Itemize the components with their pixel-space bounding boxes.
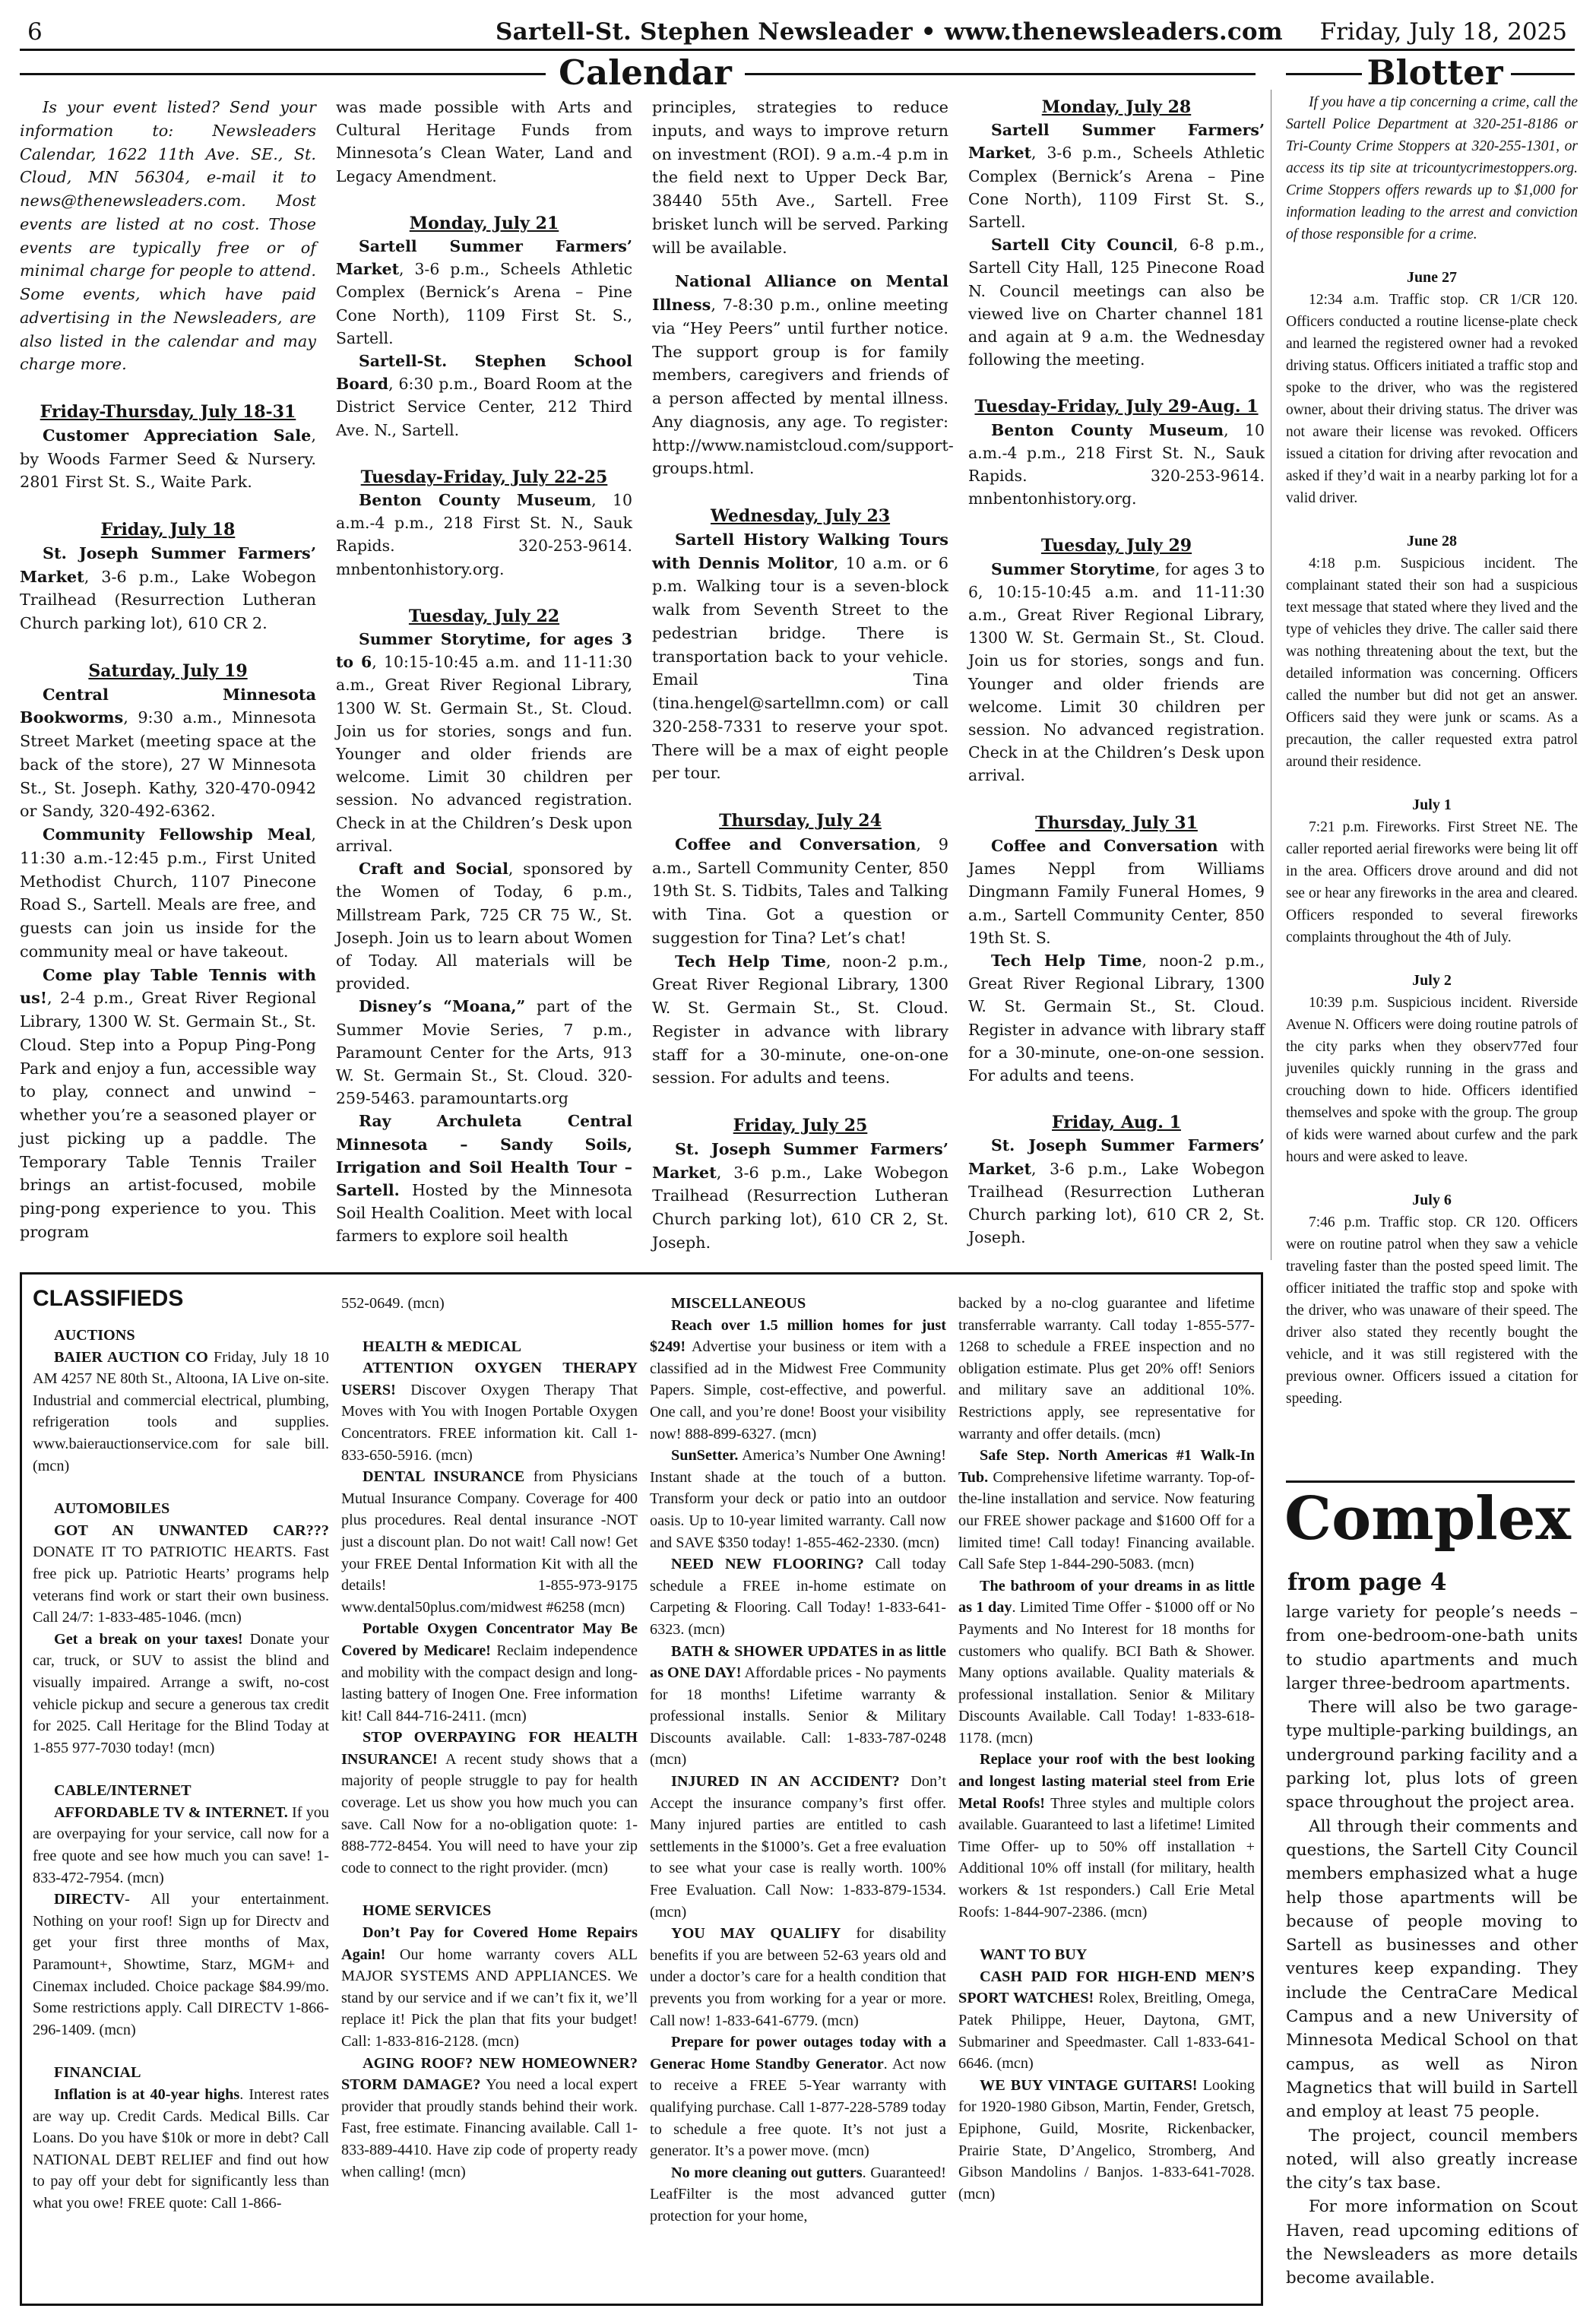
event-name: National Alliance on Mental Illness: [652, 271, 948, 314]
ad-text: from Physicians Mutual Insurance Company. Coverage for 400 plus procedures. Real dental insurance -NOT just a discount plan. Do not wait! Call now! Get your FREE Dental Information Kit with all the details! 1-855-973-9175 www.dental50plus.com/midwest #6258 (mcn): [341, 1468, 638, 1616]
ad-headline: ATTENTION OXYGEN THERAPY USERS!: [341, 1360, 638, 1398]
event-name: Sartell-St. Stephen School Board: [336, 352, 632, 394]
blotter-date: July 1: [1412, 796, 1452, 813]
classifieds-column-2: [341, 1293, 638, 2183]
ad-text: If you are overpaying for your service, call now for a free quote and see how much you can save! 1-833-472-7954. (mcn): [33, 1803, 329, 1886]
event-details: part of the Summer Movie Series, 7 p.m., Paramount Center for the Arts, 913 W. St. Germain St., St. Cloud. 320-259-5463. paramountarts.org: [336, 997, 632, 1108]
calendar-column-1: [20, 96, 316, 1244]
blotter-date: June 28: [1406, 533, 1458, 549]
classified-ad: [341, 1922, 638, 2053]
event-name: Coffee and Conversation: [991, 836, 1218, 855]
ad-headline: SunSetter.: [671, 1447, 739, 1465]
ad-headline: STOP OVERPAYING FOR HEALTH INSURANCE!: [341, 1729, 638, 1768]
ad-text: You need a local expert provider that proudly stands behind their work. Fast, free estimate. Financing available. Call 1-833-889-4410. Have zip code of property ready when calling! (mcn): [341, 2076, 638, 2180]
calendar-spacer: [652, 259, 948, 270]
ad-headline: Safe Step. North Americas #1 Walk-In Tub.: [958, 1447, 1255, 1486]
ad-text: Donate your car, truck, or SUV to assist the blind and visually impaired. Arrange a swift, no-cost vehicle pickup and secure a generous tax credit for 2025. Call Heritage for the Blind Today at 1-855 977-7030 today! (mcn): [33, 1630, 329, 1756]
ad-text: for disability benefits if you are between 52-63 years old and under a doctor’s care for a health condition that prevents you from working for a year or more. Call now! 1-833-641-6779. (mcn): [650, 1925, 946, 2029]
calendar-event: [336, 995, 632, 1110]
calendar-event: [20, 683, 316, 824]
blotter-entry: 7:46 p.m. Traffic stop. CR 120. Officers were on routine patrol when they saw a vehicle traveling faster than the posted speed limit. The officer initiated the traffic stop and spoke with the driver, who was unaware of their speed. The driver also stated they recently bought the vehicle, and it was still registered with the previous owner. Officers issued a citation for speeding.: [1286, 1214, 1578, 1407]
event-details: , 3-6 p.m., Scheels Athletic Complex (Bernick’s Arena – Pine Cone North), 1109 First St. S., Sartell.: [336, 260, 632, 347]
calendar-event: [20, 542, 316, 635]
event-name: Sartell Summer Farmers’ Market: [336, 237, 632, 279]
event-name: Disney’s “Moana,”: [359, 997, 526, 1016]
ad-headline: DENTAL INSURANCE: [363, 1468, 525, 1486]
calendar-event: [336, 350, 632, 442]
ad-text: Three styles and multiple colors available. Guaranteed to last a lifetime! Limited Time Offer- up to 50% off installation + Additional 10% off install (for military, health workers & 1st responders.) Call Erie Metal Roofs: 1-844-907-2386. (mcn): [958, 1794, 1255, 1921]
ad-text: Friday, July 18 10 AM 4257 NE 80th St., Altoona, IA Live on-site. Industrial and commercial electrical, plumbing, refrigeration tools and supplies. www.baierauctionservice.com for sale bill. (mcn): [33, 1348, 329, 1474]
blotter-date: June 27: [1406, 269, 1458, 286]
classified-ad: [650, 1641, 946, 1772]
classified-ad: [341, 1727, 638, 1879]
ad-headline: DIRECTV: [54, 1891, 125, 1908]
calendar-date-heading: Monday, July 28: [1041, 97, 1192, 117]
event-name: Customer Appreciation Sale: [43, 425, 312, 445]
calendar-date-heading: Friday, July 25: [733, 1116, 868, 1135]
ad-text: A recent study shows that a majority of people struggle to pay for health coverage. Let us show you how much you can save. Call Now for a no-obligation quote: 1-888-772-8454. You will need to have your zip code to connect to the right provider. (mcn): [341, 1750, 638, 1876]
calendar-event: [968, 949, 1265, 1087]
page-number: 6: [27, 18, 43, 46]
ad-headline: NEED NEW FLOORING?: [671, 1556, 864, 1573]
blotter-title: Blotter: [1366, 52, 1503, 93]
classified-category: MISCELLANEOUS: [671, 1295, 806, 1312]
calendar-date-heading: Saturday, July 19: [88, 660, 248, 681]
classified-ad: [650, 1771, 946, 1923]
ad-text: . Act now to receive a FREE 5-Year warranty with qualifying purchase. Call 1-877-228-5789 today to schedule a free quote. It’s not just a generator. It’s a power move. (mcn): [650, 2055, 946, 2160]
calendar-event: [336, 489, 632, 581]
event-name: St. Joseph Summer Farmers’ Market: [652, 1138, 948, 1182]
event-details: , 3-6 p.m., Scheels Athletic Complex (Bernick’s Arena – Pine Cone North), 1109 First St. S., Sartell.: [968, 144, 1265, 232]
event-name: Community Fellowship Meal: [43, 825, 312, 844]
event-details: , noon-2 p.m., Great River Regional Library, 1300 W. St. Germain St., St. Cloud. Register in advance with library staff for a 30-minute, one-on-one session. For adults and teens.: [652, 952, 948, 1088]
classified-category: CABLE/INTERNET: [54, 1782, 192, 1800]
event-details: , 10 a.m. or 6 p.m. Walking tour is a seven-block walk from Seventh Street to the pedestrian bridge. There is transportation back to your vehicle. Email Tina (tina.hengel@sartellmn.com) or call 320-258-7331 to reserve your spot. There will be a max of eight people per tour.: [652, 553, 948, 783]
calendar-event: [652, 270, 954, 480]
event-name: Tech Help Time: [675, 951, 826, 971]
ad-text: . Interest rates are way up. Credit Cards. Medical Bills. Car Loans. Do you have $10k or more in debt? Call NATIONAL DEBT RELIEF and find out how to pay off your debt for significantly less than what you owe! FREE quote: Call 1-866-: [33, 2086, 329, 2212]
classified-ad: [341, 1466, 638, 1618]
blotter-entry: 7:21 p.m. Fireworks. First Street NE. The caller reported aerial fireworks were being lit off in the area. Officers drove around and did not see or hear any fireworks in the area and cleared. Officers responded to several fireworks complaints throughout the 4th of July.: [1286, 819, 1578, 945]
complex-jump-line: from page 4: [1287, 1569, 1447, 1596]
classified-ad: [650, 2031, 946, 2162]
calendar-date-heading: Tuesday-Friday, July 29-Aug. 1: [974, 397, 1259, 417]
complex-paragraph: All through their comments and questions, the Sartell City Council members emphasized what a huge help those apartments will be because of people moving to Sartell as businesses and other ventures keep expanding. They include the CentraCare Medical Campus and a new University of Minnesota Medical School on that campus, as well as Niron Magnetics that will build in Sartell and employ at least 75 people.: [1286, 1816, 1578, 2122]
event-details: , noon-2 p.m., Great River Regional Library, 1300 W. St. Germain St., St. Cloud. Register in advance with library staff for a 30-minute, one-on-one session. For adults and teens.: [968, 951, 1265, 1085]
event-name: Sartell Summer Farmers’ Market: [968, 121, 1265, 163]
calendar-event: [652, 833, 948, 950]
calendar-event: [652, 1138, 948, 1255]
calendar-rule-right: [745, 73, 1256, 75]
calendar-event: [20, 823, 316, 964]
event-details: with James Neppl from Williams Dingmann Family Funeral Homes, 9 a.m., Sartell Community Center, 850 19th St. S.: [968, 836, 1265, 947]
classified-ad: [958, 1966, 1255, 2075]
ad-text: . Limited Time Offer - $1000 off or No Payments and No Interest for 18 months for customers who qualify. BCI Bath & Shower. Many options available. Quality materials & professional installation. Senior & Military Discounts Available. Call Today! 1-833-618-1178. (mcn): [958, 1599, 1255, 1746]
calendar-event: [336, 857, 632, 995]
calendar-date-heading: Friday, July 18: [100, 520, 236, 540]
blotter-date: July 6: [1412, 1192, 1452, 1208]
classified-continued-text: 552-0649. (mcn): [341, 1295, 445, 1312]
ad-headline: No more cleaning out gutters: [671, 2164, 863, 2181]
blotter-rule-right: [1511, 73, 1575, 75]
event-details: , 3-6 p.m., Lake Wobegon Trailhead (Resurrection Lutheran Church parking lot), 610 CR 2, St. Joseph.: [968, 1159, 1265, 1247]
ad-text: Our home warranty covers ALL MAJOR SYSTEMS AND APPLIANCES. We stand by our service and if we can’t fix it, we’ll replace it! Pick the plan that fits your budget! Call: 1-833-816-2128. (mcn): [341, 1946, 638, 2050]
issue-date: Friday, July 18, 2025: [1319, 18, 1567, 46]
complex-paragraph: The project, council members noted, will also greatly increase the city’s tax base.: [1286, 2126, 1578, 2193]
calendar-event: [968, 119, 1265, 233]
classified-category: HOME SERVICES: [363, 1902, 492, 1920]
classified-ad: [958, 1575, 1255, 1750]
classified-category: WANT TO BUY: [980, 1946, 1088, 1964]
ad-text: Don’t Accept the insurance company’s first offer. Many injured parties are entitled to cash settlements in the $1000’s. Get a free evaluation to see what your case is really worth. 100% Free Evaluation. Call Now: 1-833-879-1534. (mcn): [650, 1773, 947, 1921]
classified-ad: [33, 1520, 329, 1629]
ad-text: - All your entertainment. Nothing on your roof! Sign up for Directv and get your first three months of Max, Paramount+, Showtime, Starz, MGM+ and Cinemax included. Choice package $84.99/mo. Some restrictions apply. Call DIRECTV 1-866-296-1409. (mcn): [33, 1891, 329, 2038]
calendar-event: [968, 419, 1265, 511]
ad-text: Reclaim independence and mobility with the compact design and long-lasting battery of Inogen One. Free information kit! Call 844-716-2411. (mcn): [341, 1642, 638, 1724]
classified-ad: [33, 2084, 329, 2215]
ad-headline: BATH & SHOWER UPDATES in as little as ONE DAY!: [650, 1642, 946, 1682]
page-header: [21, 15, 1575, 49]
blotter-column: [1286, 91, 1578, 1410]
event-details: , 6:30 p.m., Board Room at the District Service Center, 212 Third Ave. N., Sartell.: [336, 375, 632, 439]
ad-text: Looking for 1920-1980 Gibson, Martin, Fender, Gretsch, Epiphone, Guild, Mosrite, Rickenbacker, Prairie State, D’Angelico, Stromberg, And Gibson Mandolins / Banjos. 1-833-641-7028. (mcn): [958, 2076, 1255, 2202]
calendar-title: Calendar: [559, 52, 732, 93]
classified-category: AUCTIONS: [54, 1327, 135, 1344]
ad-text: DONATE IT TO PATRIOTIC HEARTS. Fast free pick up. Patriotic Hearts’ programs help veterans find work or start their own business. Call 24/7: 1-833-485-1046. (mcn): [33, 1544, 329, 1626]
calendar-intro: Is your event listed? Send your information to: Newsleaders Calendar, 1622 11th Ave. SE., St. Cloud, MN 56304, e-mail it to news@thenewsleaders.com. Most events are listed at no cost. Those events are typically free or of minimal charge for people to attend. Some events, which have paid advertising in the Newsleaders, are also listed in the calendar and may charge more.: [20, 98, 316, 374]
classified-ad: [33, 1347, 329, 1477]
calendar-date-heading: Thursday, July 31: [1035, 812, 1198, 833]
complex-paragraph: large variety for people’s needs – from one-bedroom-one-bath units to studio apartments and much larger three-bedroom apartments.: [1286, 1603, 1578, 1693]
calendar-event: [652, 528, 948, 785]
classified-ad: [650, 1315, 946, 1446]
calendar-continued-text: was made possible with Arts and Cultural Heritage Funds from Minnesota’s Clean Water, Land and Legacy Amendment.: [336, 98, 632, 185]
calendar-date-heading: Wednesday, July 23: [710, 506, 891, 526]
event-details: , 10 a.m.-4 p.m., 218 First St. N., Sauk Rapids. 320-253-9614. mnbentonhistory.org.: [968, 420, 1265, 508]
ad-headline: Replace your roof with the best looking and longest lasting material steel from Erie Metal Roofs!: [958, 1751, 1255, 1812]
ad-headline: WE BUY VINTAGE GUITARS!: [980, 2076, 1198, 2094]
blotter-rule-left: [1286, 73, 1362, 75]
complex-headline: Complex: [1284, 1484, 1571, 1553]
event-details: , by Woods Farmer Seed & Nursery. 2801 First St. S., Waite Park.: [20, 426, 316, 492]
classified-ad: [650, 1445, 946, 1553]
calendar-date-heading: Friday-Thursday, July 18-31: [40, 402, 296, 422]
event-name: St. Joseph Summer Farmers’ Market: [968, 1136, 1265, 1178]
event-name: Tech Help Time: [991, 951, 1142, 970]
event-details: , 2-4 p.m., Great River Regional Library, 1300 W. St. Germain St., St. Cloud. Step into a Popup Ping-Pong Park and enjoy a fun, accessible way to play, connect and unwind – whether you’re a seasoned player or just picking up a paddle. The Temporary Table Tennis Trailer brings an artist-focused, mobile ping-pong experience to you. This program: [20, 989, 316, 1241]
event-details: , for ages 3 to 6, 10:15-10:45 a.m. and 11-11:30 a.m., Great River Regional Library, 1300 W. St. Germain St., St. Cloud. Join us for stories, songs and fun. Younger and older friends are welcome. Limit 30 children per session. No advanced registration. Check in at the Children’s Desk upon arrival.: [968, 559, 1265, 785]
calendar-event: [968, 233, 1265, 371]
calendar-event: [336, 235, 632, 350]
event-details: Hosted by the Minnesota Soil Health Coalition. Meet with local farmers to explore soil health: [336, 1180, 632, 1246]
event-details: , 11:30 a.m.-12:45 p.m., First United Methodist Church, 1107 Pinecone Road S., Sartell. Meals are free, and guests can join us inside for the community meal or have takeout.: [20, 825, 316, 961]
calendar-date-heading: Tuesday, July 22: [408, 606, 560, 626]
calendar-event: [20, 964, 316, 1244]
ad-headline: Portable Oxygen Concentrator May Be Covered by Medicare!: [341, 1620, 638, 1659]
calendar-event: [336, 628, 632, 857]
ad-headline: YOU MAY QUALIFY: [671, 1925, 841, 1943]
calendar-date-heading: Friday, Aug. 1: [1052, 1113, 1181, 1133]
event-details: , sponsored by the Women of Today, 6 p.m., Millstream Park, 725 CR 75 W., St. Joseph. Join us to learn about Women of Today. All materials will be provided.: [336, 860, 632, 993]
event-name: Sartell City Council: [991, 236, 1173, 255]
event-name: Coffee and Conversation: [675, 834, 917, 853]
classified-ad: [33, 1889, 329, 2041]
ad-headline: Reach over 1.5 million homes for just $249!: [650, 1316, 946, 1356]
calendar-event: [336, 1110, 632, 1247]
calendar-date-heading: Tuesday, July 29: [1040, 536, 1192, 556]
classifieds-box: [20, 1272, 1263, 2306]
ad-text: Comprehensive lifetime warranty. Top-of-the-line installation and service. Now featuring our FREE shower package and $1600 Off for a limited time! Call today! Financing available. Call Safe Step 1-844-290-5083. (mcn): [958, 1468, 1255, 1573]
event-details: , 9:30 a.m., Minnesota Street Market (meeting space at the back of the store), 27 W Minnesota St., St. Joseph. Kathy, 320-470-0942 or Sandy, 320-492-6362.: [20, 708, 316, 821]
ad-headline: CASH PAID FOR HIGH-END MEN’S SPORT WATCHES!: [958, 1968, 1255, 2007]
blotter-entry: 12:34 a.m. Traffic stop. CR 1/CR 120. Officers conducted a routine license-plate check and learned the registered owner had a revoked driving status. Officers initiated a traffic stop and spoke to the driver, who was the registered owner, about their driving status. The driver was not aware their license was revoked. Officers issued a citation for driving after revocation and asked if they’d wait in a nearby parking lot for a valid driver.: [1286, 292, 1578, 506]
classified-ad: [33, 1802, 329, 1889]
classified-category: FINANCIAL: [54, 2064, 141, 2082]
ad-headline: The bathroom of your dreams in as little as 1 day: [958, 1577, 1255, 1617]
classifieds-title: CLASSIFIEDS: [33, 1286, 184, 1311]
event-details: , 9 a.m., Sartell Community Center, 850 19th St. S. Tidbits, Tales and Talking with Tina. Got a question or suggestion for Tina? Let’s chat!: [652, 834, 948, 947]
event-details: , 7-8:30 p.m., online meeting via “Hey Peers” until further notice. The support group is for family members, caregivers and friends of a person affected by mental illness. Any diagnosis, any age. To register: http://www.namistcloud.com/support-groups.html.: [652, 296, 954, 478]
event-name: Ray Archuleta Central Minnesota – Sandy Soils, Irrigation and Soil Health Tour – Sartell.: [336, 1112, 632, 1199]
calendar-continued-text: principles, strategies to reduce inputs, and ways to improve return on investment (ROI). 9 a.m.-4 p.m in the field next to Upper Deck Bar, 38440 55th Ave., Sartell. Free brisket lunch will be served. Parking will be available.: [652, 98, 948, 257]
classified-ad: [958, 1445, 1255, 1575]
classified-category: AUTOMOBILES: [54, 1500, 170, 1518]
classified-ad: [341, 1618, 638, 1727]
classified-ad: [958, 2075, 1255, 2206]
calendar-column-4: [968, 96, 1265, 1249]
event-details: , 6-8 p.m., Sartell City Hall, 125 Pinecone Road N. Council meetings can also be viewed live on Charter channel 181 and again at 9 a.m. the Wednesday following the meeting.: [968, 236, 1265, 369]
blotter-entry: 4:18 p.m. Suspicious incident. The complainant stated their son had a suspicious text message that stated where they lived and the type of vehicles they drive. The caller said there was nothing threatening about the text, but the detailed information was concerning. Officers called the number but did not get an answer. Officers said they were junk or scams. As a precaution, the caller requested extra patrol around their residence.: [1286, 556, 1578, 770]
ad-text: . Guaranteed! LeafFilter is the most advanced gutter protection for your home,: [650, 2164, 946, 2225]
event-name: Summer Storytime, for ages 3 to 6: [336, 630, 632, 672]
event-name: Benton County Museum: [359, 491, 592, 510]
calendar-column-3: [652, 96, 954, 1255]
event-name: Summer Storytime: [991, 559, 1155, 578]
complex-body: [1286, 1601, 1578, 2291]
classifieds-column-4: [958, 1293, 1255, 2205]
ad-headline: Don’t Pay for Covered Home Repairs Again!: [341, 1924, 638, 1963]
classified-ad: [341, 2053, 638, 2183]
event-name: St. Joseph Summer Farmers’ Market: [20, 543, 316, 586]
calendar-event: [968, 558, 1265, 787]
calendar-event: [20, 424, 316, 494]
blotter-date: July 2: [1412, 972, 1452, 989]
event-details: , 10 a.m.-4 p.m., 218 First St. N., Sauk Rapids. 320-253-9614. mnbentonhistory.org.: [336, 491, 632, 578]
calendar-event: [968, 1134, 1265, 1249]
event-details: , 3-6 p.m., Lake Wobegon Trailhead (Resurrection Lutheran Church parking lot), 610 CR 2.: [20, 567, 316, 632]
ad-headline: Prepare for power outages today with a Generac Home Standby Generator: [650, 2034, 946, 2073]
ad-text: America’s Number One Awning! Instant shade at the touch of a button. Transform your deck or patio into an outdoor oasis. Up to 10-year limited warranty. Call now and SAVE $350 today! 1-855-462-2330. (mcn): [650, 1447, 946, 1551]
classified-ad: [958, 1749, 1255, 1923]
ad-headline: Get a break on your taxes!: [54, 1630, 243, 1648]
calendar-date-heading: Thursday, July 24: [719, 811, 882, 831]
ad-headline: AFFORDABLE TV & INTERNET.: [54, 1803, 288, 1821]
ad-text: Discover Oxygen Therapy That Moves with You with Inogen Portable Oxygen Concentrators. FREE information kit. Call 1-833-650-5916. (mcn): [341, 1381, 638, 1464]
ad-text: Rolex, Breitling, Omega, Patek Philippe, Heuer, Daytona, GMT, Submariner and Speedmaster. Call 1-833-641-6646. (mcn): [958, 1990, 1255, 2073]
classified-continued-text: backed by a no-clog guarantee and lifetime transferrable warranty. Call today 1-855-577-1268 to schedule a FREE inspection and no obligation estimate. Plus get 20% off! Seniors and military save an additional 10%. Restrictions apply, see representative for warranty and offer details. (mcn): [958, 1295, 1255, 1442]
ad-text: Affordable prices - No payments for 18 months! Lifetime warranty & professional installs. Senior & Military Discounts available. Call: 1-833-787-0248 (mcn): [650, 1664, 946, 1769]
complex-paragraph: For more information on Scout Haven, read upcoming editions of the Newsleaders as more details become available.: [1286, 2197, 1578, 2288]
event-name: Benton County Museum: [991, 420, 1224, 439]
complex-paragraph: There will also be two garage-type multiple-parking buildings, an underground parking facility and a parking lot, plus lots of green space throughout the project area.: [1286, 1698, 1578, 1813]
classified-ad: [650, 2162, 946, 2228]
ad-headline: BAIER AUCTION CO: [54, 1348, 208, 1366]
classified-ad: [341, 1357, 638, 1466]
event-name: Central Minnesota Bookworms: [20, 684, 316, 727]
ad-text: Call today schedule a FREE in-home estimate on Carpeting & Flooring. Call Today! 1-833-641-6323. (mcn): [650, 1556, 946, 1638]
complex-rule: [1286, 1480, 1575, 1483]
event-name: Sartell History Walking Tours with Dennis Molitor: [652, 529, 948, 572]
classifieds-column-1: [33, 1284, 329, 2215]
ad-headline: Inflation is at 40-year highs: [54, 2086, 240, 2103]
event-name: Come play Table Tennis with us!: [20, 964, 316, 1008]
blotter-intro: If you have a tip concerning a crime, call the Sartell Police Department at 320-251-8186 or Tri-County Crime Stoppers at 320-255-1301, or access its tip site at tricountycrimestoppers.org. Crime Stoppers offers rewards up to $1,000 for information leading to the arrest and conviction of those responsible for a crime.: [1286, 94, 1578, 242]
calendar-rule-left: [20, 73, 546, 75]
calendar-date-heading: Tuesday-Friday, July 22-25: [360, 467, 608, 487]
event-details: , 10:15-10:45 a.m. and 11-11:30 a.m., Great River Regional Library, 1300 W. St. Germain St., St. Cloud. Join us for stories, songs and fun. Younger and older friends are welcome. Limit 30 children per session. No advanced registration. Check in at the Children’s Desk upon arrival.: [336, 653, 632, 855]
event-name: Craft and Social: [359, 860, 508, 879]
header-rule: [20, 49, 1575, 51]
masthead: Sartell-St. Stephen Newsleader • www.thenewsleaders.com: [496, 18, 1283, 46]
classifieds-column-3: [650, 1293, 946, 2228]
calendar-date-heading: Monday, July 21: [409, 213, 559, 233]
event-details: , 3-6 p.m., Lake Wobegon Trailhead (Resurrection Lutheran Church parking lot), 610 CR 2, St. Joseph.: [652, 1163, 948, 1252]
ad-headline: AGING ROOF? NEW HOMEOWNER? STORM DAMAGE?: [341, 2054, 638, 2094]
blotter-entry: 10:39 p.m. Suspicious incident. Riverside Avenue N. Officers were doing routine patrols of the city parks when they observ77ed four juveniles quickly running in the grass and crouching down to hide. Officers identified themselves and spoke with the group. The group of kids were warned about curfew and the park hours and were asked to leave.: [1286, 995, 1578, 1165]
ad-headline: INJURED IN AN ACCIDENT?: [671, 1773, 900, 1791]
ad-headline: GOT AN UNWANTED CAR???: [54, 1522, 329, 1539]
calendar-column-2: [336, 96, 632, 1248]
classified-ad: [33, 1629, 329, 1759]
calendar-event: [968, 834, 1265, 949]
calendar-event: [652, 950, 948, 1091]
ad-text: Advertise your business or item with a classified ad in the Midwest Free Community Papers. Simple, cost-effective, and powerful. One call, and you’re done! Boost your visibility now! 888-899-6327. (mcn): [650, 1338, 946, 1442]
classified-category: HEALTH & MEDICAL: [363, 1338, 522, 1355]
classified-ad: [650, 1923, 946, 2031]
classified-ad: [650, 1553, 946, 1640]
